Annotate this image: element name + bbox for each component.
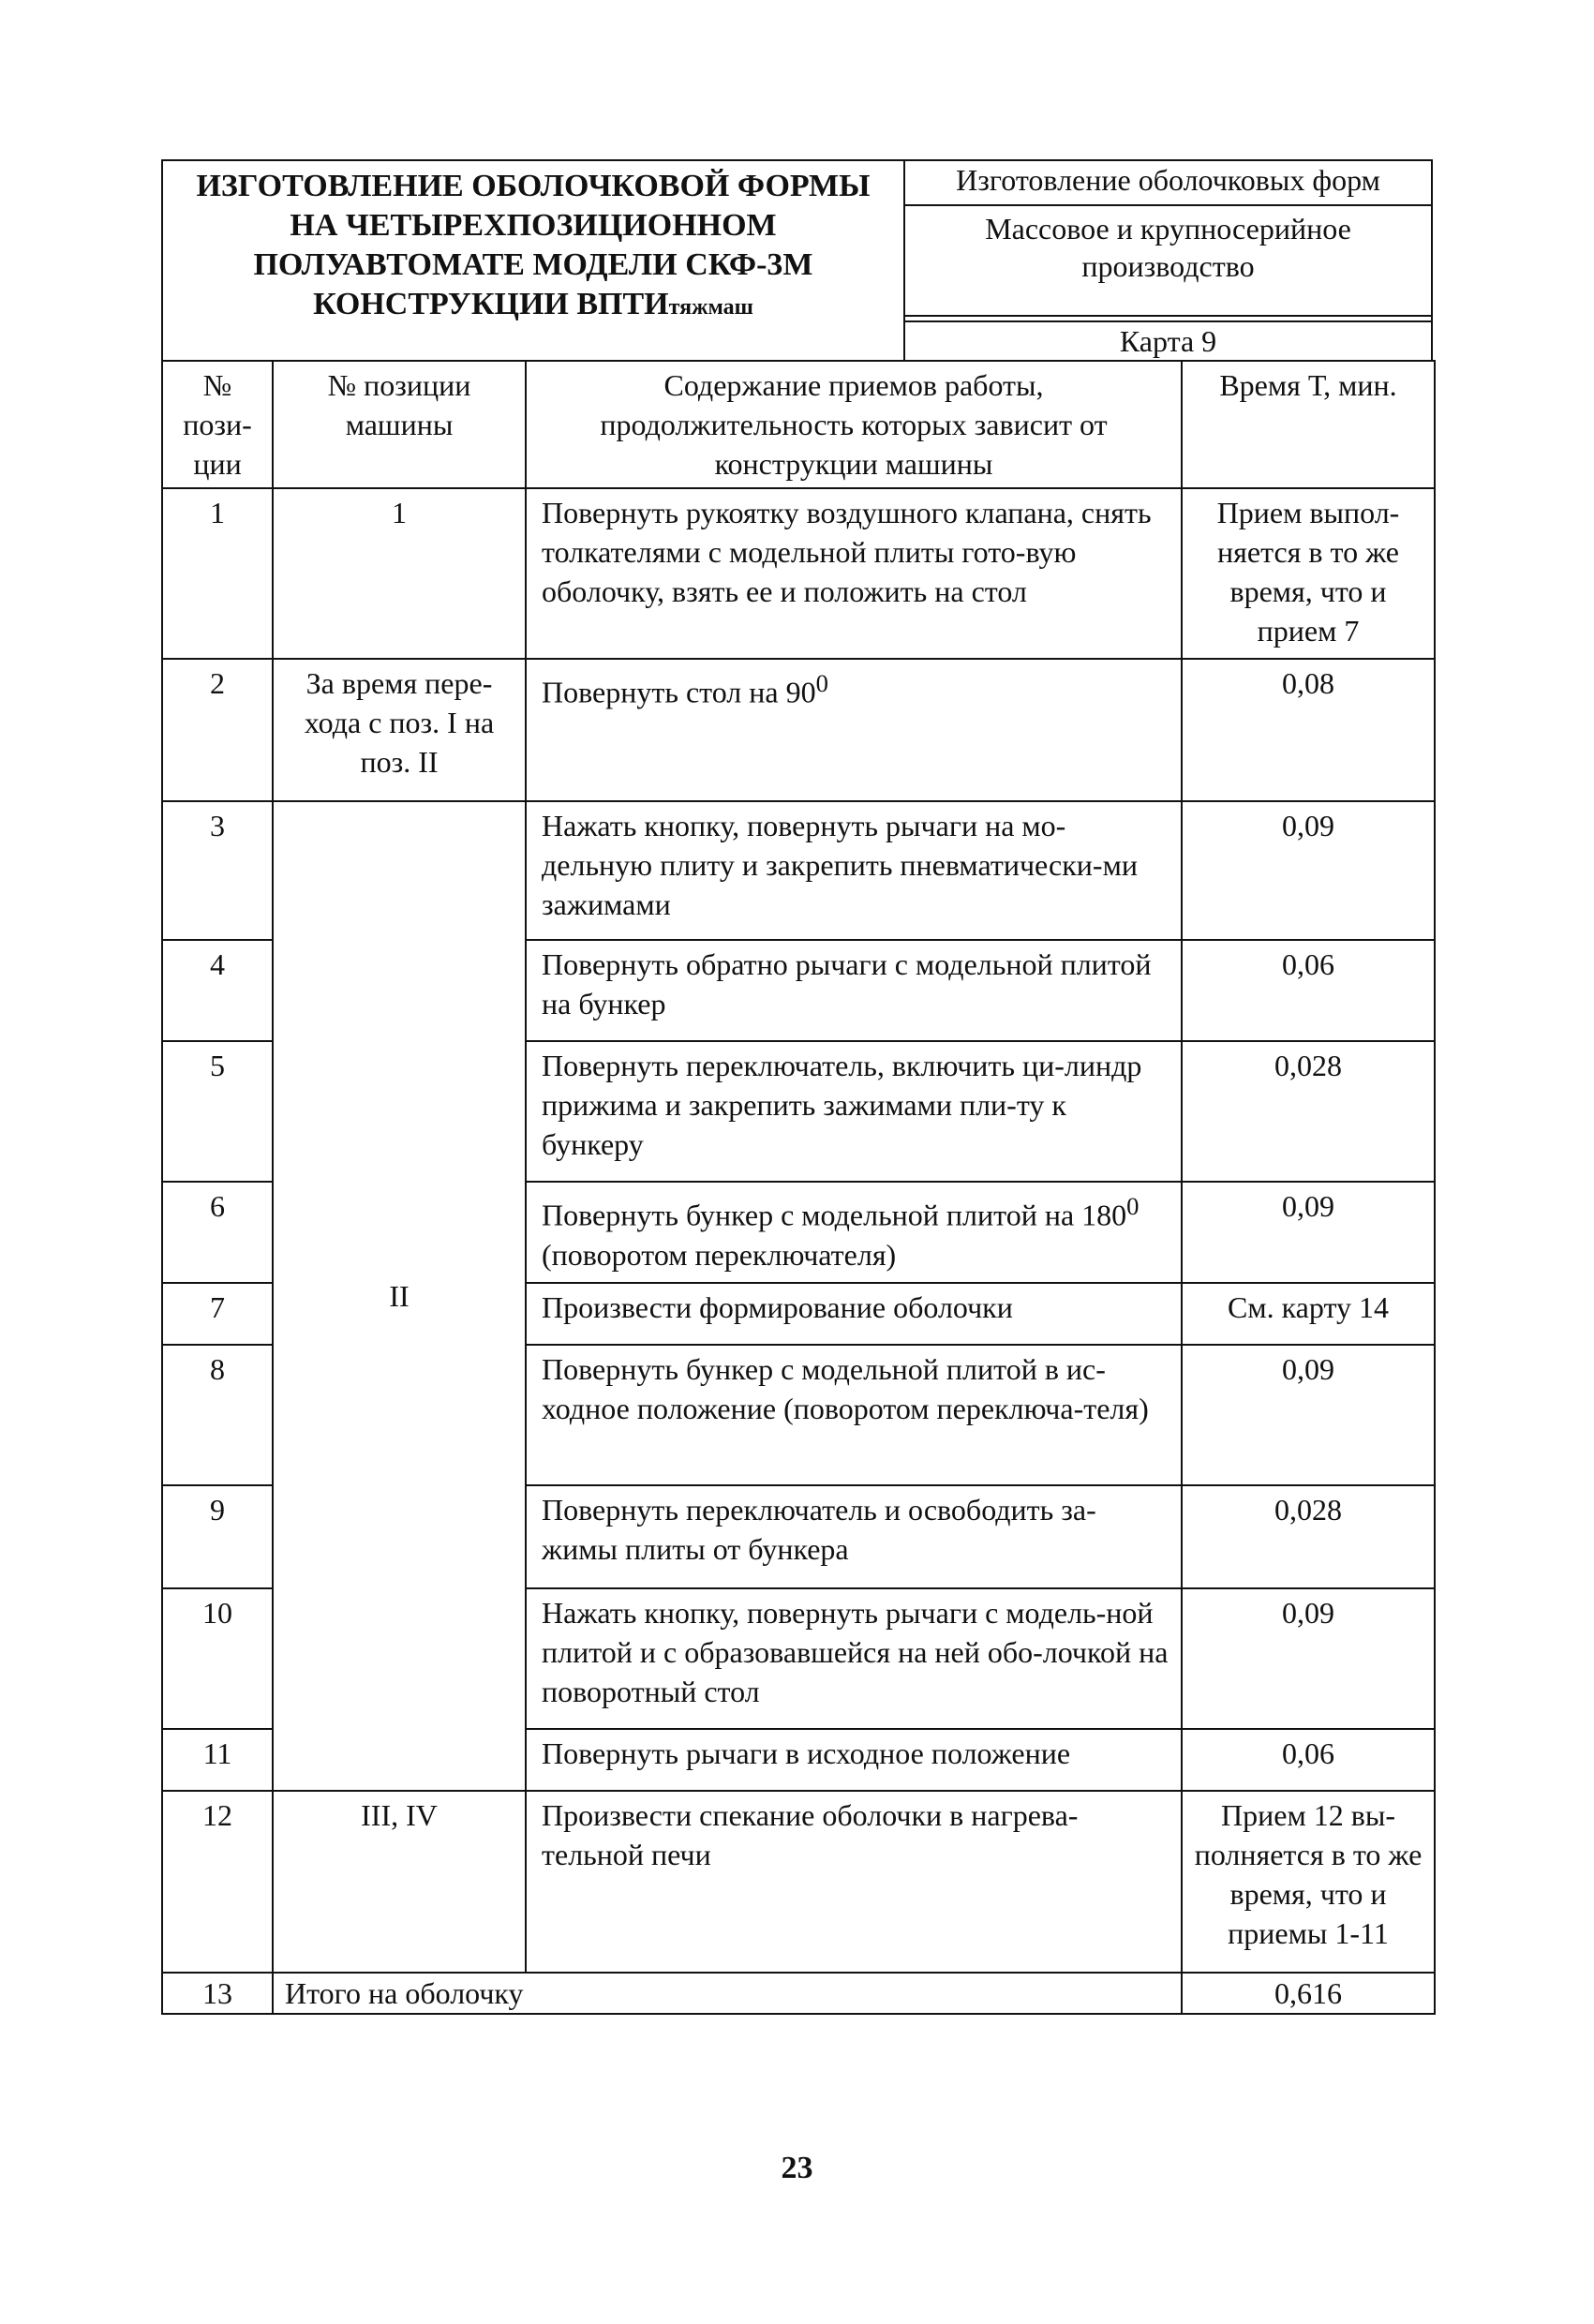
operation-time: 0,09	[1182, 801, 1435, 940]
operation-content: Повернуть обратно рычаги с модельной плитой на бункер	[526, 940, 1182, 1041]
operation-content: Произвести спекание оболочки в нагрева-тельной печи	[526, 1791, 1182, 1973]
machine-position: 1	[273, 488, 526, 659]
row-number: 3	[162, 801, 273, 940]
operation-time: 0,06	[1182, 940, 1435, 1041]
total-time: 0,616	[1182, 1973, 1435, 2014]
row-number: 1	[162, 488, 273, 659]
operation-time: 0,09	[1182, 1345, 1435, 1485]
operation-content: Повернуть рукоятку воздушного клапана, снять толкателями с модельной плиты гото-вую оболочку, взять ее и положить на стол	[526, 488, 1182, 659]
machine-position-merged: II	[273, 801, 526, 1791]
total-label: Итого на оболочку	[273, 1973, 1182, 2014]
production-type: Массовое и крупносерийное производство	[904, 205, 1432, 316]
operation-content: Повернуть стол на $90^0$	[526, 659, 1182, 801]
table-row	[162, 1791, 1435, 1973]
operation-time: См. карту 14	[1182, 1283, 1435, 1345]
row-number: 9	[162, 1485, 273, 1588]
table-header-row	[162, 361, 1435, 488]
process-name: Изготовление оболочковых форм	[904, 160, 1432, 205]
table-row	[162, 801, 1435, 940]
row-number: 6	[162, 1182, 273, 1283]
operation-time: Прием 12 вы-полняется в то же время, что и приемы 1-11	[1182, 1791, 1435, 1973]
row-number: 5	[162, 1041, 273, 1182]
operation-content: Повернуть переключатель и освободить за-жимы плиты от бункера	[526, 1485, 1182, 1588]
col-header-position: № пози-ции	[162, 361, 273, 488]
col-header-machine: № позиции машины	[273, 361, 526, 488]
operation-content: Повернуть переключатель, включить ци-линдр прижима и закрепить зажимами пли-ту к бункеру	[526, 1041, 1182, 1182]
operation-content: Произвести формирование оболочки	[526, 1283, 1182, 1345]
row-number: 12	[162, 1791, 273, 1973]
operation-time: Прием выпол-няется в то же время, что и прием 7	[1182, 488, 1435, 659]
document-title: ИЗГОТОВЛЕНИЕ ОБОЛОЧКОВОЙ ФОРМЫ НА ЧЕТЫРЕХПОЗИЦИОННОМ ПОЛУАВТОМАТЕ МОДЕЛИ СКФ-3М КОНСТРУКЦИИ ВПТИтяжмаш	[162, 160, 904, 361]
operation-content: Повернуть рычаги в исходное положение	[526, 1729, 1182, 1791]
operation-content: Повернуть бункер с модельной плитой в ис-ходное положение (поворотом переключа-теля)	[526, 1345, 1182, 1485]
card-number: Карта 9	[904, 321, 1432, 361]
total-row	[162, 1973, 1435, 2014]
row-number: 10	[162, 1588, 273, 1729]
col-header-content: Содержание приемов работы, продолжительность которых зависит от конструкции машины	[526, 361, 1182, 488]
operations-table	[161, 360, 1436, 2015]
row-number: 8	[162, 1345, 273, 1485]
machine-position: За время пере-хода с поз. I на поз. II	[273, 659, 526, 801]
row-number: 2	[162, 659, 273, 801]
operation-time: 0,08	[1182, 659, 1435, 801]
row-number: 13	[162, 1973, 273, 2014]
operation-time: 0,028	[1182, 1041, 1435, 1182]
row-number: 11	[162, 1729, 273, 1791]
page-number: 23	[781, 2151, 813, 2185]
row-number: 4	[162, 940, 273, 1041]
operation-content: Повернуть бункер с модельной плитой на $180^0$ (поворотом переключателя)	[526, 1182, 1182, 1283]
row-number: 7	[162, 1283, 273, 1345]
operation-content: Нажать кнопку, повернуть рычаги с модель-ной плитой и с образовавшейся на ней обо-лочкой на поворотный стол	[526, 1588, 1182, 1729]
operation-content: Нажать кнопку, повернуть рычаги на мо-дельную плиту и закрепить пневматически-ми зажимами	[526, 801, 1182, 940]
machine-position: III, IV	[273, 1791, 526, 1973]
operation-time: 0,09	[1182, 1182, 1435, 1283]
col-header-time: Время Т, мин.	[1182, 361, 1435, 488]
header-table	[161, 159, 1433, 362]
table-row	[162, 488, 1435, 659]
operation-time: 0,028	[1182, 1485, 1435, 1588]
table-row	[162, 659, 1435, 801]
operation-time: 0,09	[1182, 1588, 1435, 1729]
operation-time: 0,06	[1182, 1729, 1435, 1791]
